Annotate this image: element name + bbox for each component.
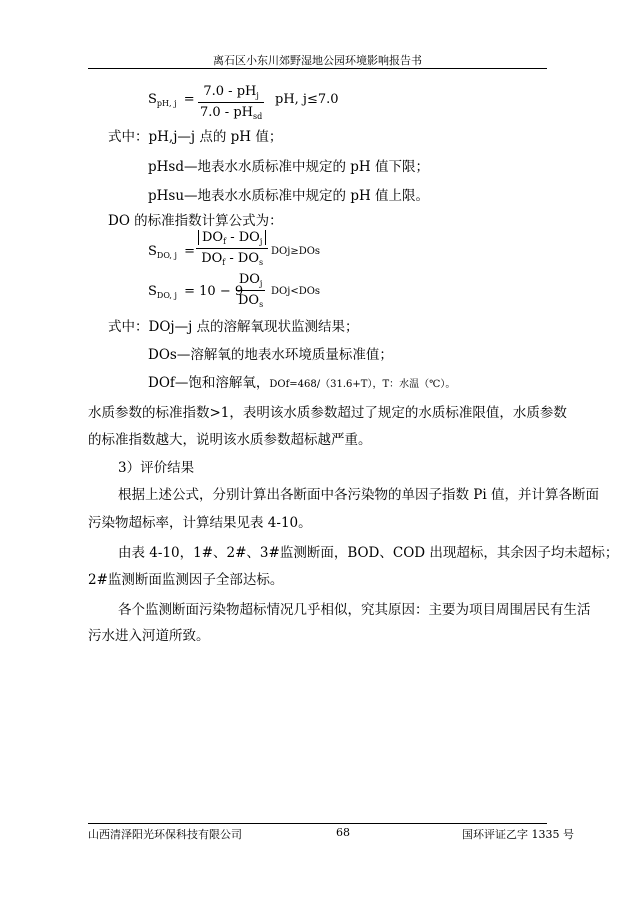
para-1-line-2: 的标准指数越大，说明该水质参数超标越严重。 [88,432,372,448]
formula-do2-condition: DOj<DOs [271,286,321,297]
formula-ph-fraction: $7.0 - pH_j$ $7.0 - pH_{sd}$ [200,84,263,121]
def-doj: 式中：DOj—j 点的溶解氧现状监测结果； [108,319,359,335]
formula-ph-condition: pH, j≤7.0 [275,92,339,107]
page-header-title: 离石区小东川郊野湿地公园环境影响报告书 [213,54,422,67]
para-2-line-1: 根据上述公式，分别计算出各断面中各污染物的单因子指数 Pi 值，并计算各断面 [118,487,599,503]
para-4-line-1: 各个监测断面污染物超标情况几乎相似，究其原因：主要为项目周围居民有生活 [118,602,591,618]
def-dos: DOs—溶解氧的地表水环境质量标准值； [148,347,393,363]
page-number: 68 [336,826,350,839]
formula-do2-fraction: $DO_j$ $DO_s$ [238,272,264,309]
para-3-line-1: 由表 4-10，1#、2#、3#监测断面，BOD、COD 出现超标，其余因子均未超标； [118,545,619,561]
def-ph-j: 式中：pH,j—j 点的 pH 值； [108,129,283,145]
header-rule [88,68,547,69]
def-phsu: pHsu—地表水水质标准中规定的 pH 值上限。 [148,188,430,204]
para-1-line-1: 水质参数的标准指数>1，表明该水质参数超过了规定的水质标准限值，水质参数 [88,405,567,421]
section-heading: 3）评价结果 [118,460,195,476]
footer-company: 山西清泽阳光环保科技有限公司 [88,828,242,841]
para-2-line-2: 污染物超标率，计算结果见表 4-10。 [88,515,312,531]
formula-do1-lhs: $S_{DO, j}$ = [148,244,196,260]
do-intro: DO 的标准指数计算公式为： [108,213,283,229]
formula-do1-fraction: $DO_f - DO_j$ $DO_f - DO_s$ [196,230,268,267]
formula-do2-lhs: $S_{DO, j} = 10 - 9$ [148,284,244,300]
def-dof: DOf—饱和溶解氧，DOf=468/（31.6+T），T：水温（℃）。 [148,375,456,391]
footer-cert: 国环评证乙字 1335 号 [462,828,574,841]
footer-rule [88,823,547,824]
para-4-line-2: 污水进入河道所致。 [88,628,210,644]
para-3-line-2: 2#监测断面监测因子全部达标。 [88,572,284,588]
formula-do1-condition: DOj≥DOs [271,246,321,257]
def-phsd: pHsd—地表水水质标准中规定的 pH 值下限； [148,159,429,175]
formula-ph-lhs: $S_{pH, j}$ = [148,92,195,108]
